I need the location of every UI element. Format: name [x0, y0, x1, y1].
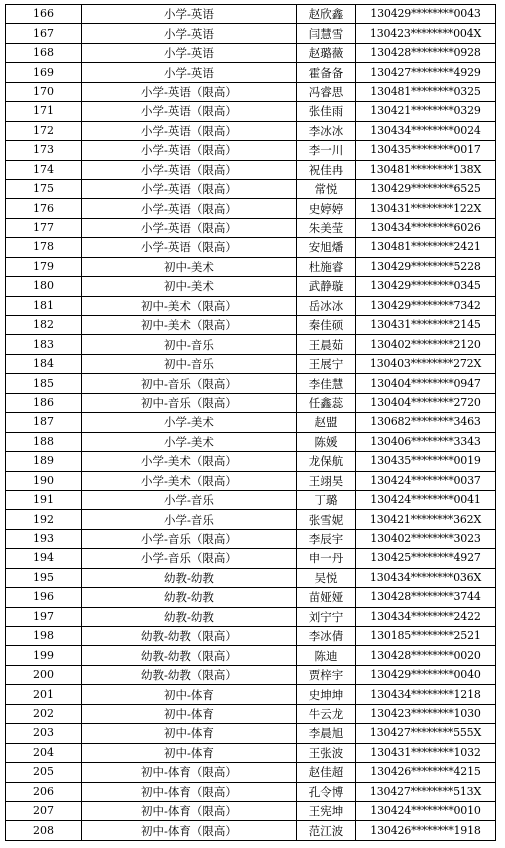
subject-cell: 初中-美术 [82, 277, 297, 296]
subject-cell: 小学-英语（限高） [82, 238, 297, 257]
row-number-cell: 206 [6, 782, 82, 801]
name-cell: 安旭燔 [297, 238, 356, 257]
row-number-cell: 180 [6, 277, 82, 296]
row-number-cell: 173 [6, 141, 82, 160]
id-number-cell: 130421********0329 [356, 102, 496, 121]
name-cell: 申一丹 [297, 549, 356, 568]
subject-cell: 小学-英语（限高） [82, 179, 297, 198]
id-number-cell: 130435********0017 [356, 141, 496, 160]
row-number-cell: 208 [6, 821, 82, 840]
id-number-cell: 130424********0037 [356, 471, 496, 490]
name-cell: 李辰宇 [297, 529, 356, 548]
table-row [6, 43, 496, 62]
subject-cell: 小学-音乐 [82, 490, 297, 509]
table-row [6, 335, 496, 354]
subject-cell: 小学-美术 [82, 413, 297, 432]
subject-cell: 小学-英语（限高） [82, 141, 297, 160]
table-row [6, 316, 496, 335]
table-row [6, 432, 496, 451]
table-row [6, 568, 496, 587]
name-cell: 王张波 [297, 743, 356, 762]
row-number-cell: 187 [6, 413, 82, 432]
row-number-cell: 198 [6, 627, 82, 646]
table-row [6, 529, 496, 548]
id-number-cell: 130423********1030 [356, 704, 496, 723]
table-row [6, 665, 496, 684]
row-number-cell: 170 [6, 82, 82, 101]
id-number-cell: 130426********4215 [356, 763, 496, 782]
table-row [6, 704, 496, 723]
name-cell: 刘宁宁 [297, 607, 356, 626]
table-row [6, 510, 496, 529]
id-number-cell: 130404********0947 [356, 374, 496, 393]
id-number-cell: 130402********2120 [356, 335, 496, 354]
name-cell: 冯睿思 [297, 82, 356, 101]
subject-cell: 幼教-幼教 [82, 588, 297, 607]
table-row [6, 82, 496, 101]
id-number-cell: 130424********0010 [356, 801, 496, 820]
name-cell: 史坤坤 [297, 685, 356, 704]
name-cell: 秦佳硕 [297, 316, 356, 335]
table-row [6, 685, 496, 704]
name-cell: 王宪坤 [297, 801, 356, 820]
row-number-cell: 167 [6, 24, 82, 43]
name-cell: 祝佳冉 [297, 160, 356, 179]
name-cell: 李一川 [297, 141, 356, 160]
subject-cell: 小学-英语（限高） [82, 121, 297, 140]
subject-cell: 幼教-幼教（限高） [82, 627, 297, 646]
subject-cell: 小学-英语（限高） [82, 102, 297, 121]
id-number-cell: 130406********3343 [356, 432, 496, 451]
table-row [6, 24, 496, 43]
id-number-cell: 130428********0020 [356, 646, 496, 665]
id-number-cell: 130434********0024 [356, 121, 496, 140]
row-number-cell: 200 [6, 665, 82, 684]
table-row [6, 199, 496, 218]
id-number-cell: 130402********3023 [356, 529, 496, 548]
subject-cell: 小学-英语（限高） [82, 218, 297, 237]
name-cell: 岳冰冰 [297, 296, 356, 315]
row-number-cell: 207 [6, 801, 82, 820]
name-cell: 王晨茹 [297, 335, 356, 354]
table-row [6, 160, 496, 179]
table-row [6, 724, 496, 743]
name-cell: 武静璇 [297, 277, 356, 296]
table-row [6, 549, 496, 568]
row-number-cell: 178 [6, 238, 82, 257]
id-number-cell: 130481********138X [356, 160, 496, 179]
row-number-cell: 194 [6, 549, 82, 568]
id-number-cell: 130427********4929 [356, 63, 496, 82]
row-number-cell: 195 [6, 568, 82, 587]
id-number-cell: 130431********122X [356, 199, 496, 218]
row-number-cell: 181 [6, 296, 82, 315]
subject-cell: 小学-英语 [82, 63, 297, 82]
id-number-cell: 130434********2422 [356, 607, 496, 626]
subject-cell: 初中-体育（限高） [82, 821, 297, 840]
name-cell: 朱美莹 [297, 218, 356, 237]
row-number-cell: 166 [6, 5, 82, 24]
id-number-cell: 130429********5228 [356, 257, 496, 276]
subject-cell: 初中-体育（限高） [82, 801, 297, 820]
roster-sheet [5, 4, 496, 841]
table-row [6, 763, 496, 782]
table-row [6, 121, 496, 140]
table-row [6, 393, 496, 412]
table-row [6, 743, 496, 762]
table-row [6, 627, 496, 646]
row-number-cell: 196 [6, 588, 82, 607]
table-row [6, 374, 496, 393]
id-number-cell: 130427********555X [356, 724, 496, 743]
table-row [6, 801, 496, 820]
row-number-cell: 193 [6, 529, 82, 548]
table-row [6, 607, 496, 626]
name-cell: 张佳雨 [297, 102, 356, 121]
subject-cell: 初中-美术 [82, 257, 297, 276]
name-cell: 赵佳超 [297, 763, 356, 782]
row-number-cell: 192 [6, 510, 82, 529]
id-number-cell: 130429********0043 [356, 5, 496, 24]
row-number-cell: 168 [6, 43, 82, 62]
table-row [6, 218, 496, 237]
name-cell: 霍备备 [297, 63, 356, 82]
roster-body [6, 5, 496, 841]
name-cell: 赵璐薇 [297, 43, 356, 62]
table-row [6, 821, 496, 840]
row-number-cell: 171 [6, 102, 82, 121]
subject-cell: 小学-音乐 [82, 510, 297, 529]
table-row [6, 588, 496, 607]
id-number-cell: 130481********2421 [356, 238, 496, 257]
id-number-cell: 130434********1218 [356, 685, 496, 704]
name-cell: 牛云龙 [297, 704, 356, 723]
name-cell: 常悦 [297, 179, 356, 198]
name-cell: 史婷婷 [297, 199, 356, 218]
row-number-cell: 176 [6, 199, 82, 218]
row-number-cell: 202 [6, 704, 82, 723]
row-number-cell: 188 [6, 432, 82, 451]
subject-cell: 小学-英语 [82, 24, 297, 43]
id-number-cell: 130682********3463 [356, 413, 496, 432]
name-cell: 闫慧雪 [297, 24, 356, 43]
row-number-cell: 203 [6, 724, 82, 743]
id-number-cell: 130481********0325 [356, 82, 496, 101]
subject-cell: 小学-美术（限高） [82, 471, 297, 490]
id-number-cell: 130428********3744 [356, 588, 496, 607]
name-cell: 苗娅娅 [297, 588, 356, 607]
name-cell: 吴悦 [297, 568, 356, 587]
table-row [6, 179, 496, 198]
table-row [6, 354, 496, 373]
id-number-cell: 130435********0019 [356, 452, 496, 471]
table-row [6, 471, 496, 490]
table-row [6, 63, 496, 82]
id-number-cell: 130431********2145 [356, 316, 496, 335]
id-number-cell: 130429********0040 [356, 665, 496, 684]
id-number-cell: 130403********272X [356, 354, 496, 373]
row-number-cell: 191 [6, 490, 82, 509]
subject-cell: 初中-体育（限高） [82, 782, 297, 801]
subject-cell: 初中-美术（限高） [82, 296, 297, 315]
row-number-cell: 204 [6, 743, 82, 762]
row-number-cell: 185 [6, 374, 82, 393]
subject-cell: 初中-体育（限高） [82, 763, 297, 782]
subject-cell: 幼教-幼教 [82, 568, 297, 587]
subject-cell: 小学-英语 [82, 43, 297, 62]
id-number-cell: 130428********0928 [356, 43, 496, 62]
name-cell: 任鑫蕊 [297, 393, 356, 412]
name-cell: 李晨旭 [297, 724, 356, 743]
row-number-cell: 169 [6, 63, 82, 82]
subject-cell: 初中-体育 [82, 685, 297, 704]
name-cell: 丁璐 [297, 490, 356, 509]
id-number-cell: 130185********2521 [356, 627, 496, 646]
subject-cell: 初中-体育 [82, 743, 297, 762]
subject-cell: 幼教-幼教（限高） [82, 646, 297, 665]
subject-cell: 小学-音乐（限高） [82, 529, 297, 548]
roster-table [5, 4, 496, 841]
row-number-cell: 183 [6, 335, 82, 354]
row-number-cell: 205 [6, 763, 82, 782]
subject-cell: 小学-英语 [82, 5, 297, 24]
table-row [6, 141, 496, 160]
table-row [6, 782, 496, 801]
subject-cell: 小学-美术 [82, 432, 297, 451]
row-number-cell: 182 [6, 316, 82, 335]
row-number-cell: 179 [6, 257, 82, 276]
name-cell: 赵盟 [297, 413, 356, 432]
name-cell: 张雪妮 [297, 510, 356, 529]
subject-cell: 小学-美术（限高） [82, 452, 297, 471]
id-number-cell: 130431********1032 [356, 743, 496, 762]
row-number-cell: 189 [6, 452, 82, 471]
id-number-cell: 130423********004X [356, 24, 496, 43]
subject-cell: 小学-音乐（限高） [82, 549, 297, 568]
name-cell: 赵欣鑫 [297, 5, 356, 24]
id-number-cell: 130424********0041 [356, 490, 496, 509]
name-cell: 王展宁 [297, 354, 356, 373]
table-row [6, 296, 496, 315]
subject-cell: 初中-音乐（限高） [82, 374, 297, 393]
row-number-cell: 201 [6, 685, 82, 704]
name-cell: 贾梓宇 [297, 665, 356, 684]
row-number-cell: 174 [6, 160, 82, 179]
name-cell: 范江波 [297, 821, 356, 840]
name-cell: 王翊昊 [297, 471, 356, 490]
id-number-cell: 130429********7342 [356, 296, 496, 315]
id-number-cell: 130427********513X [356, 782, 496, 801]
subject-cell: 小学-英语（限高） [82, 199, 297, 218]
id-number-cell: 130404********2720 [356, 393, 496, 412]
row-number-cell: 172 [6, 121, 82, 140]
id-number-cell: 130434********6026 [356, 218, 496, 237]
id-number-cell: 130421********362X [356, 510, 496, 529]
table-row [6, 452, 496, 471]
id-number-cell: 130426********1918 [356, 821, 496, 840]
id-number-cell: 130434********036X [356, 568, 496, 587]
row-number-cell: 199 [6, 646, 82, 665]
row-number-cell: 175 [6, 179, 82, 198]
subject-cell: 初中-音乐 [82, 354, 297, 373]
table-row [6, 5, 496, 24]
subject-cell: 小学-英语（限高） [82, 82, 297, 101]
name-cell: 孔令博 [297, 782, 356, 801]
row-number-cell: 186 [6, 393, 82, 412]
table-row [6, 238, 496, 257]
subject-cell: 幼教-幼教 [82, 607, 297, 626]
name-cell: 龙保航 [297, 452, 356, 471]
row-number-cell: 190 [6, 471, 82, 490]
table-row [6, 413, 496, 432]
subject-cell: 初中-音乐（限高） [82, 393, 297, 412]
name-cell: 李冰倩 [297, 627, 356, 646]
table-row [6, 102, 496, 121]
id-number-cell: 130425********4927 [356, 549, 496, 568]
row-number-cell: 197 [6, 607, 82, 626]
table-row [6, 277, 496, 296]
name-cell: 李冰冰 [297, 121, 356, 140]
name-cell: 陈媛 [297, 432, 356, 451]
subject-cell: 初中-音乐 [82, 335, 297, 354]
table-row [6, 646, 496, 665]
table-row [6, 257, 496, 276]
subject-cell: 初中-体育 [82, 704, 297, 723]
name-cell: 陈迪 [297, 646, 356, 665]
name-cell: 杜施睿 [297, 257, 356, 276]
subject-cell: 初中-美术（限高） [82, 316, 297, 335]
row-number-cell: 177 [6, 218, 82, 237]
id-number-cell: 130429********6525 [356, 179, 496, 198]
subject-cell: 小学-英语（限高） [82, 160, 297, 179]
name-cell: 李佳慧 [297, 374, 356, 393]
subject-cell: 幼教-幼教（限高） [82, 665, 297, 684]
id-number-cell: 130429********0345 [356, 277, 496, 296]
table-row [6, 490, 496, 509]
subject-cell: 初中-体育 [82, 724, 297, 743]
row-number-cell: 184 [6, 354, 82, 373]
